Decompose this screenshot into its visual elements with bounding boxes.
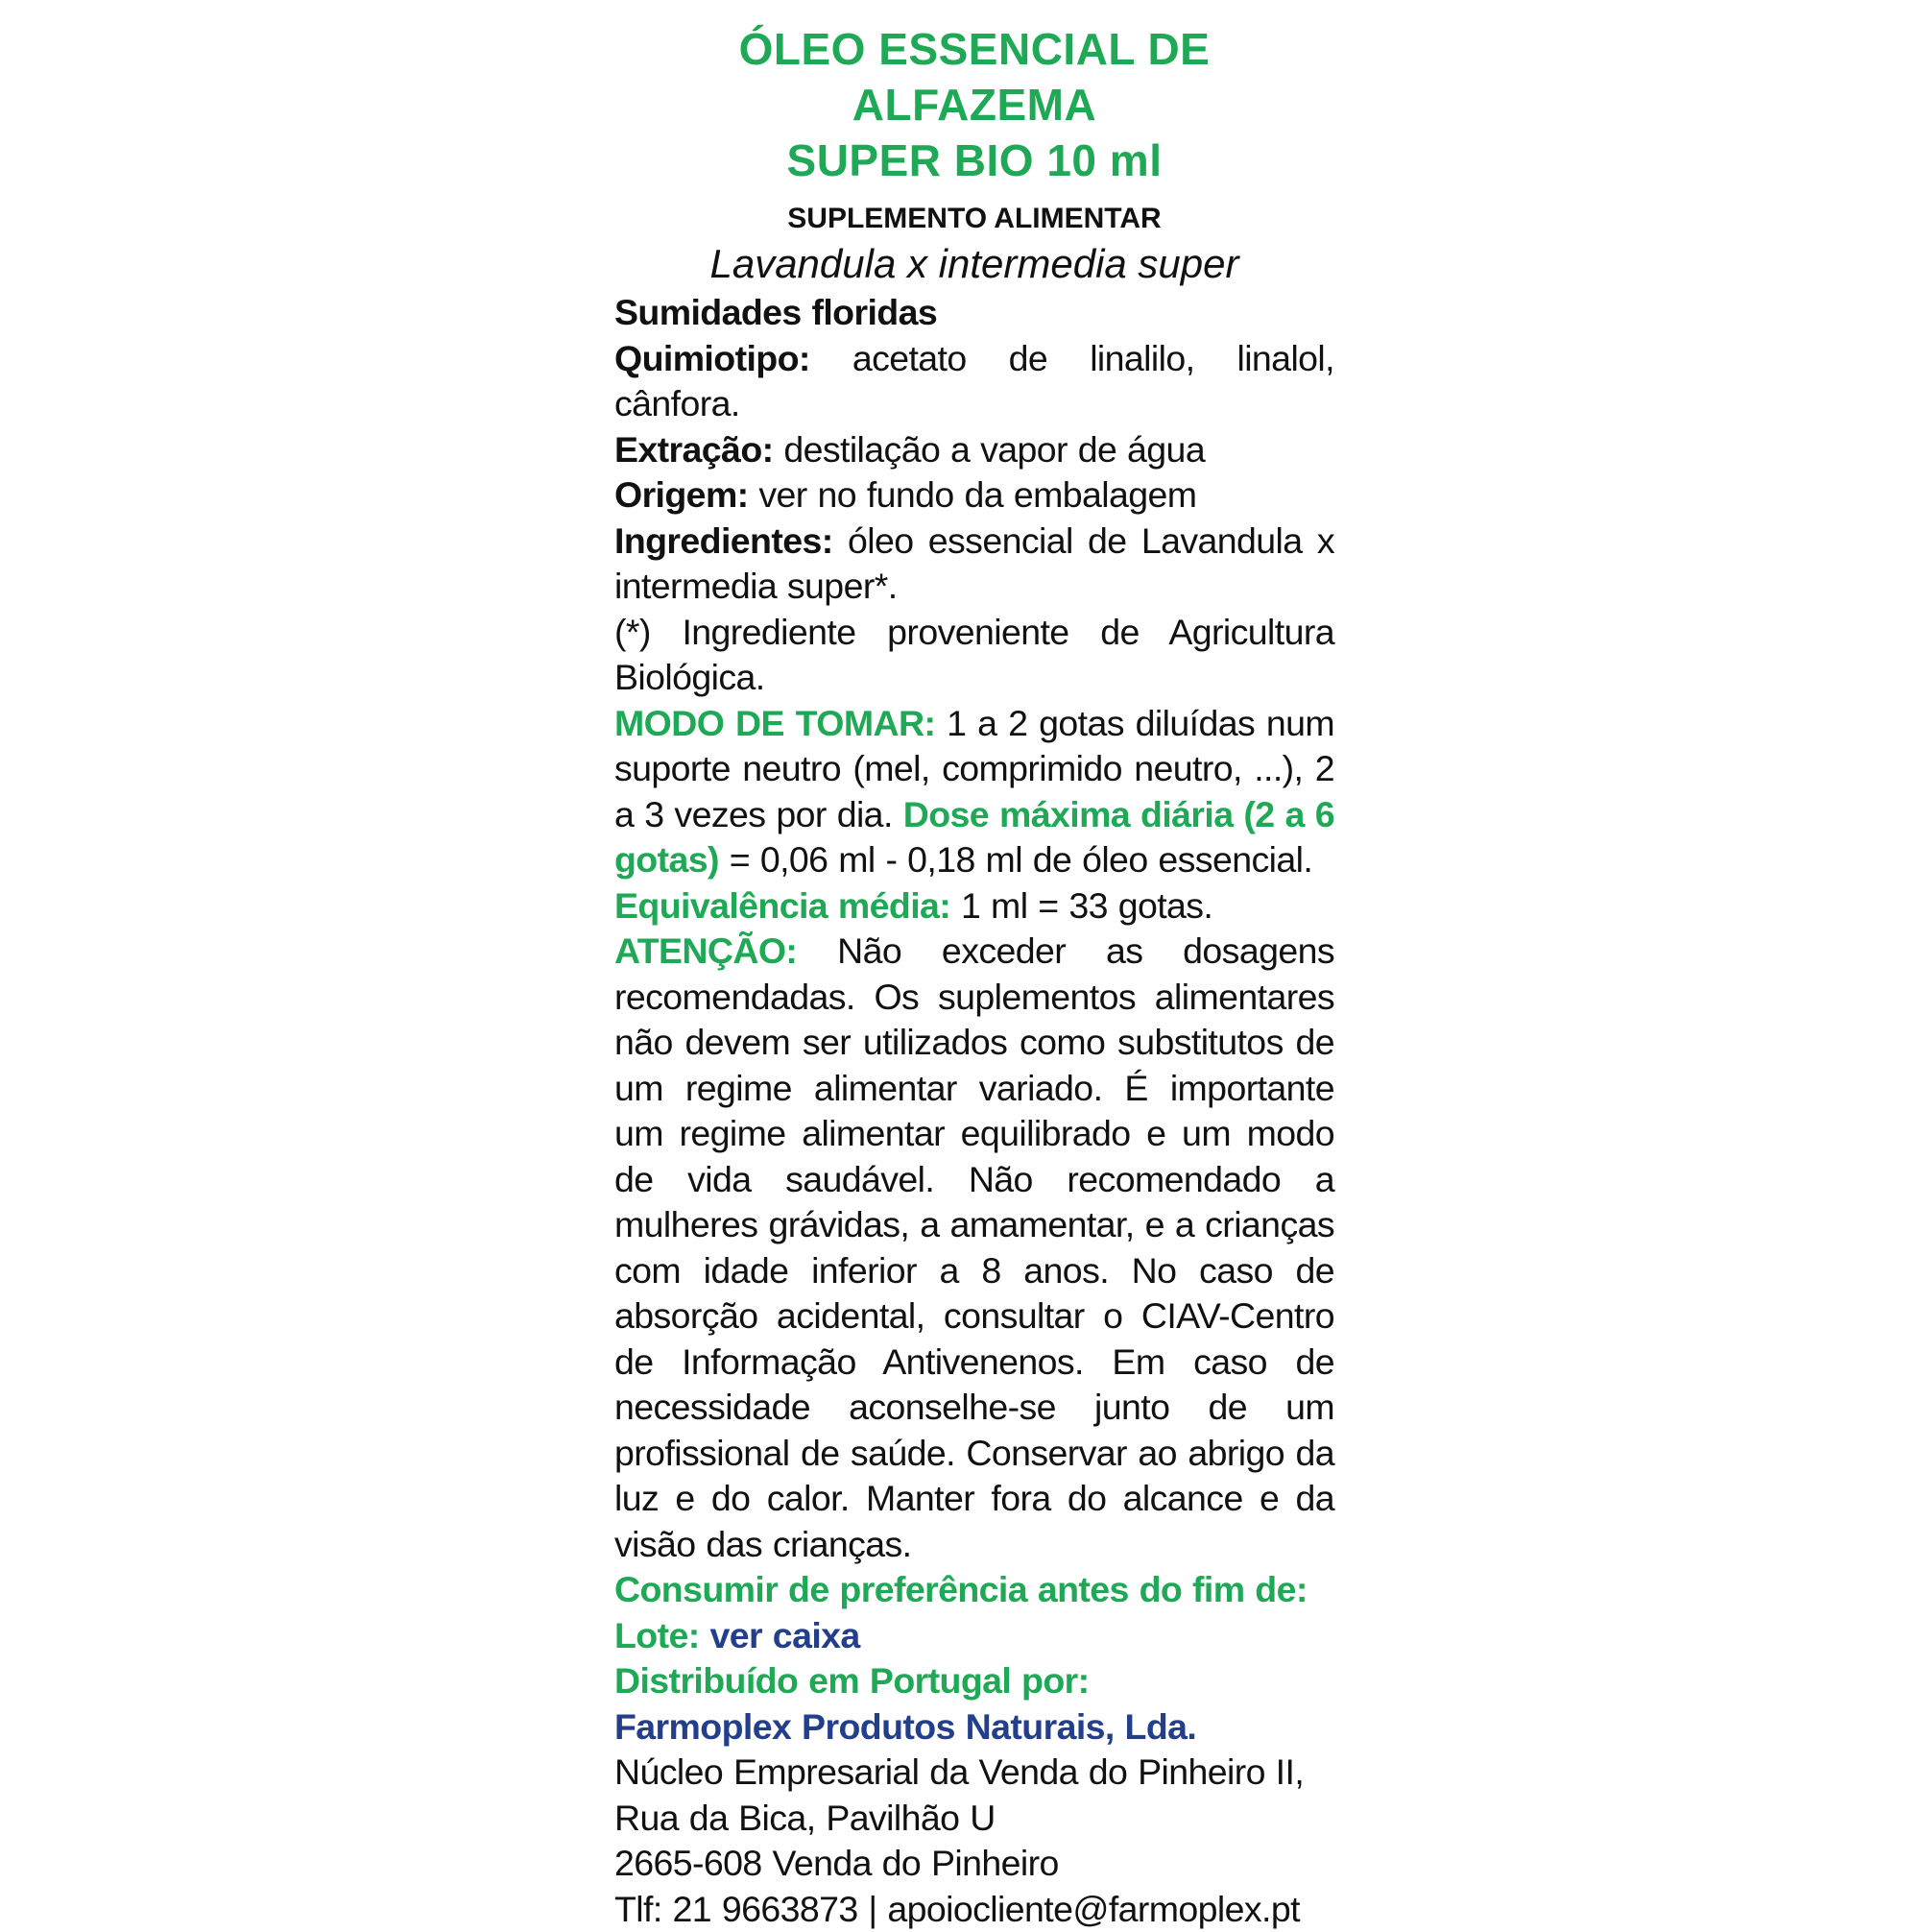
max-dose-label: Dose máxima diária (2 a 6 gotas) xyxy=(614,794,1334,881)
extraction-line xyxy=(614,427,1334,473)
address-line-3: 2665-608 Venda do Pinheiro xyxy=(614,1841,1334,1887)
origin-text: ver no fundo da embalagem xyxy=(758,474,1196,515)
product-label xyxy=(614,21,1334,1932)
title-line-2: SUPER BIO 10 ml xyxy=(614,133,1334,188)
origin-label: Origem: xyxy=(614,474,749,515)
address-line-2: Rua da Bica, Pavilhão U xyxy=(614,1796,1334,1842)
ingredients-text: óleo essencial de Lavandula x intermedia super*. xyxy=(614,520,1334,607)
warning-label: ATENÇÃO: xyxy=(614,930,797,971)
address-line-1: Núcleo Empresarial da Venda do Pinheiro II, xyxy=(614,1750,1334,1796)
best-before-label: Consumir de preferência antes do fim de: xyxy=(614,1567,1334,1613)
warning-text: Não exceder as dosagens recomendadas. Os suplementos alimentares não devem ser utilizados como substitutos de um regime alimentar variado. É importante um regime alimentar equilibrado e um modo de vida saudável. Não recomendado a mulheres grávidas, a amamentar, e a crianças com idade inferior a 8 anos. No caso de absorção acidental, consultar o CIAV-Centro de Informação Antivenenos. Em caso de necessidade aconselhe-se junto de um profissional de saúde. Conservar ao abrigo da luz e do calor. Manter fora do alcance e da visão das crianças. xyxy=(614,930,1334,1564)
chemotype-line xyxy=(614,336,1334,427)
ingredients-label: Ingredientes: xyxy=(614,520,833,561)
distributor-label: Distribuído em Portugal por: xyxy=(614,1658,1334,1704)
lot-text: ver caixa xyxy=(709,1615,859,1655)
lot-line xyxy=(614,1613,1334,1659)
extraction-label: Extração: xyxy=(614,429,774,470)
equivalence-label: Equivalência média: xyxy=(614,885,950,926)
max-dose-text: = 0,06 ml - 0,18 ml de óleo essencial. xyxy=(730,839,1312,880)
distributor-name: Farmoplex Produtos Naturais, Lda. xyxy=(614,1704,1334,1751)
lot-label: Lote: xyxy=(614,1615,700,1655)
chemotype-text: acetato de linalilo, linalol, cânfora. xyxy=(614,338,1334,424)
dosage-label: MODO DE TOMAR: xyxy=(614,703,935,743)
equivalence-line xyxy=(614,883,1334,930)
dosage-text: 1 a 2 gotas diluídas num suporte neutro (mel, comprimido neutro, ...), 2 a 3 vezes por dia. xyxy=(614,703,1334,834)
equivalence-text: 1 ml = 33 gotas. xyxy=(961,885,1212,926)
organic-note: (*) Ingrediente proveniente de Agricultura Biológica. xyxy=(614,610,1334,701)
chemotype-label: Quimiotipo: xyxy=(614,338,810,378)
ingredients-line xyxy=(614,519,1334,610)
part-used: Sumidades floridas xyxy=(614,290,1334,336)
latin-name: Lavandula x intermedia super xyxy=(614,238,1334,290)
label-body xyxy=(614,290,1334,1932)
product-title xyxy=(614,21,1334,188)
origin-line xyxy=(614,472,1334,519)
contact-line: Tlf: 21 9663873 | apoiocliente@farmoplex.pt xyxy=(614,1887,1334,1932)
dosage-line xyxy=(614,701,1334,883)
title-line-1: ÓLEO ESSENCIAL DE ALFAZEMA xyxy=(614,21,1334,133)
extraction-text: destilação a vapor de água xyxy=(783,429,1205,470)
warning-paragraph xyxy=(614,929,1334,1567)
product-category: SUPLEMENTO ALIMENTAR xyxy=(614,200,1334,238)
